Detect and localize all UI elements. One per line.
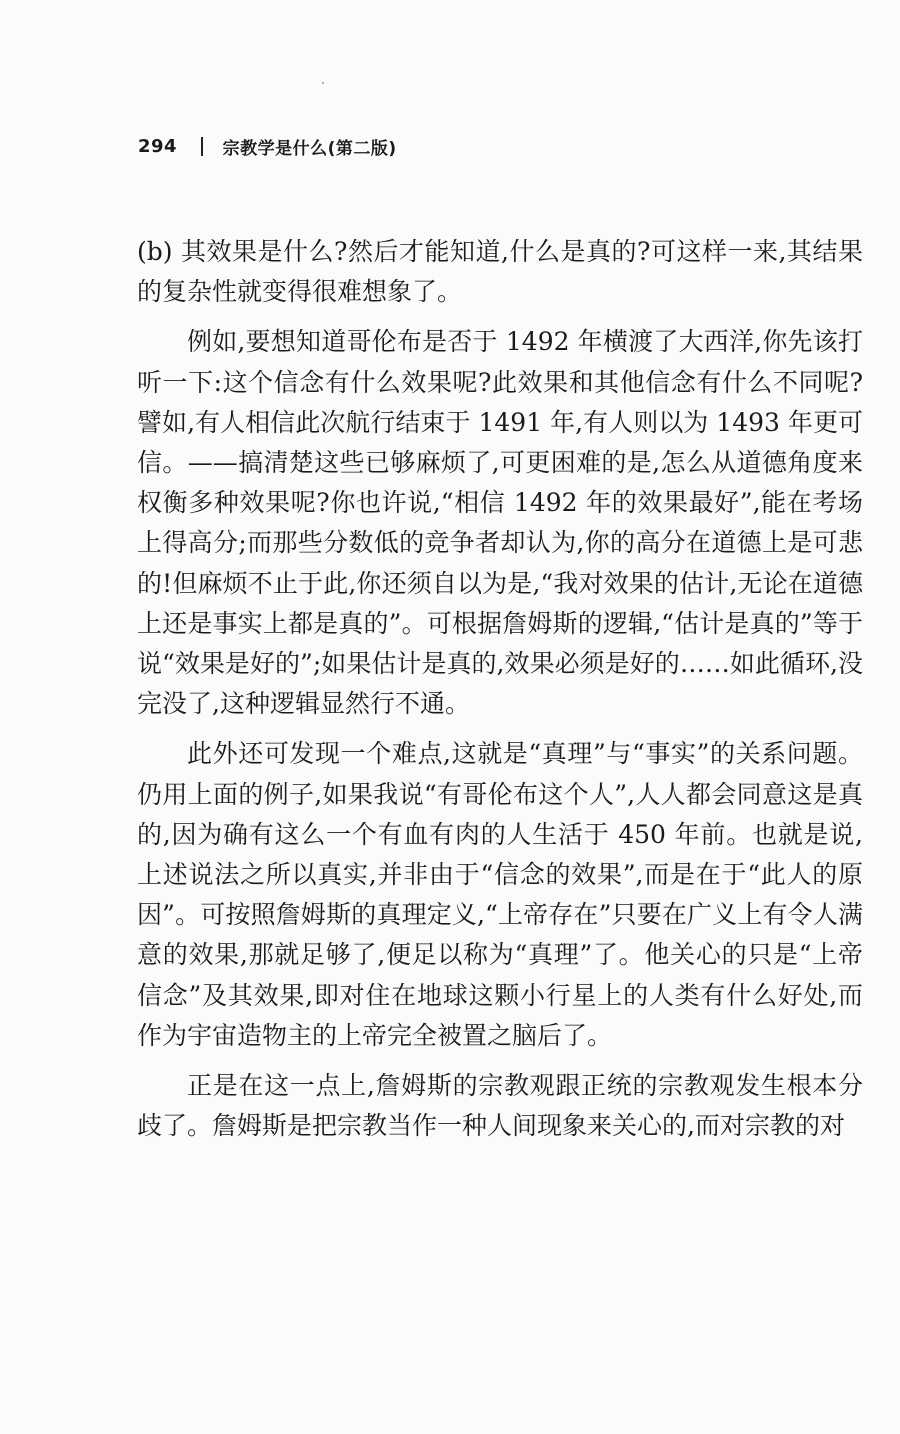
paragraph-2: 例如,要想知道哥伦布是否于 1492 年横渡了大西洋,你先该打听一下:这个信念有什么效果呢?此效果和其他信念有什么不同呢?譬如,有人相信此次航行结束于 1491 年,有人则以为 1493 年更可信。——搞清楚这些已够麻烦了,可更困难的是,怎么从道德角度来权衡多种效果呢?你也许说,“相信 1492 年的效果最好”,能在考场上得高分;而那些分数低的竞争者却认为,你的高分在道德上是可悲的!但麻烦不止于此,你还须自以为是,“我对效果的估计,无论在道德上还是事实上都是真的”。可根据詹姆斯的逻辑,“估计是真的”等于说“效果是好的”;如果估计是真的,效果必须是好的……如此循环,没完没了,这种逻辑显然行不通。 [137, 327, 863, 719]
book-title: 宗教学是什么(第二版) [222, 138, 397, 159]
page-number: 294 [138, 135, 178, 157]
body-text [137, 232, 863, 1156]
paragraph-4: 正是在这一点上,詹姆斯的宗教观跟正统的宗教观发生根本分歧了。詹姆斯是把宗教当作一种人间现象来关心的,而对宗教的对 [137, 1071, 863, 1141]
header-divider [201, 137, 203, 156]
paragraph-1: (b) 其效果是什么?然后才能知道,什么是真的?可这样一来,其结果的复杂性就变得很难想象了。 [137, 237, 863, 307]
paragraph-3: 此外还可发现一个难点,这就是“真理”与“事实”的关系问题。仍用上面的例子,如果我说“有哥伦布这个人”,人人都会同意这是真的,因为确有这么一个有血有肉的人生活于 450 年前。也就是说,上述说法之所以真实,并非由于“信念的效果”,而是在于“此人的原因”。可按照詹姆斯的真理定义,“上帝存在”只要在广义上有令人满意的效果,那就足够了,便足以称为“真理”了。他关心的只是“上帝信念”及其效果,即对住在地球这颗小行星上的人类有什么好处,而作为宇宙造物主的上帝完全被置之脑后了。 [137, 739, 863, 1050]
running-header [138, 131, 397, 161]
speck [322, 82, 324, 84]
